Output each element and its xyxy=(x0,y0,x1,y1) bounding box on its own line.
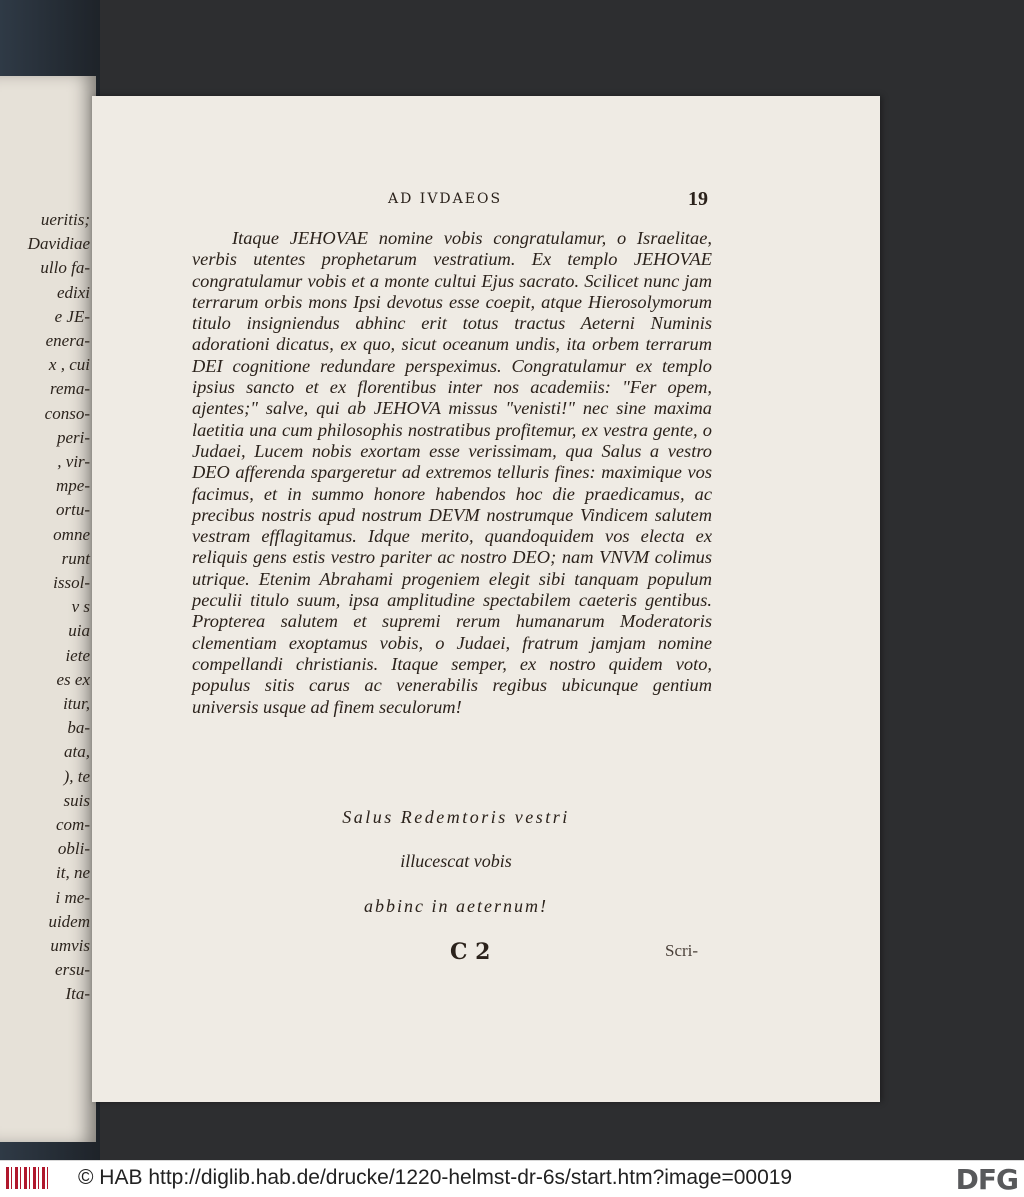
left-page-fragment: ersu- xyxy=(55,960,90,980)
left-page-fragment: peri- xyxy=(56,427,90,447)
left-page-fragment: enera- xyxy=(45,331,90,350)
left-page-fragment: v s xyxy=(71,597,90,617)
left-page-fragment: uia xyxy=(68,621,90,641)
left-page-fragment: com- xyxy=(56,815,90,834)
left-page-fragment: ba- xyxy=(67,718,90,738)
left-page-fragment: ortu- xyxy=(56,500,90,520)
closing-line-3: abbinc in aeternum! xyxy=(364,896,548,916)
body-paragraph: Itaque JEHOVAE nomine vobis congratulamur, o Israelitae, verbis utentes prophetarum vestratium. Ex templo JEHOVAE congratulamur vobis et a monte cultui Ejus sacrato. Scilicet nunc jam terrarum orbis mons Ipsi devotus esse coepit, atque Hierosolymorum titulo insigniendus abhinc erit totus tractus Aeterni Numinis adorationi dicatus, ex quo, sicut oceanum undis, ita orbem terrarum DEI cognitione redundare perspeximus. Congratulamur ex templo ipsius sancto et ex florentibus inter nos academiis: "Fer opem, ajentes;" salve, qui ab JEHOVA missus "venisti!" nec sine maxima laetitia una cum philosophis nostratibus profitemur, ex vestra gente, o Judaei, Lucem nobis exortam esse verissimam, qua Salus a vestro DEO afferenda spargeretur ad extremos telluris fines: maximique vos facimus, et in summo honore habendos hoc die praedicamus, ac precibus nostris apud nostrum DEVM nostrumque Vindicem salutem vestram efflagitamus. Idque merito, quandoquidem vos electa ex reliquis gens estis vestro pariter ac nostro DEO; nam VNVM colimus utrique. Etenim Abrahami progeniem elegit sibi tanquam populum peculii titulo suum, ipsa amplitudine spectabilem caeteris gentibus. Propterea salutem et supremi rerum humanarum Moderatoris clementiam exoptamus vobis, o Judaei, fratrum jamjam nomine compellandi christianis. Itaque semper, ex nostro quidem voto, populus sitis carus ac venerabilis regibus ubicunque gentium universis usque ad finem seculorum! xyxy=(192,228,712,717)
left-page-fragment: Davidiae xyxy=(27,234,90,254)
left-page-fragment: Ita- xyxy=(65,984,90,1004)
running-head xyxy=(92,188,880,215)
left-page-fragment: ), te xyxy=(63,766,90,786)
left-page-fragment: runt xyxy=(61,548,90,568)
left-page-fragment: iete xyxy=(65,645,90,665)
left-page-fragment: es ex xyxy=(56,669,90,689)
left-page-fragment: suis xyxy=(63,790,90,810)
footer-bar xyxy=(0,1160,1024,1197)
signature-mark: C 2 xyxy=(450,939,491,965)
catchword: Scri- xyxy=(665,941,699,960)
left-page-fragment: edixi xyxy=(56,282,90,302)
page-number: 19 xyxy=(688,188,708,210)
left-page-fragment: omne xyxy=(53,524,90,544)
left-page-fragment: e JE- xyxy=(54,306,90,326)
left-page-fragment: mpe- xyxy=(56,476,90,496)
left-page-fragment: ata, xyxy=(64,742,90,762)
left-page-fragment: , vir- xyxy=(57,452,90,471)
left-page-fragment: x , cui xyxy=(48,355,90,375)
left-page-fragment: umvis xyxy=(50,936,90,955)
left-page-fragment: issol- xyxy=(53,573,90,592)
left-page-fragment: i me- xyxy=(55,887,90,907)
running-title: AD IVDAEOS xyxy=(388,191,503,207)
dfg-logo: DFG xyxy=(955,1163,1018,1196)
left-page-fragment: conso- xyxy=(44,403,90,423)
left-page-fragment: it, ne xyxy=(56,863,90,883)
barcode-icon xyxy=(6,1167,50,1189)
closing-line-1: Salus Redemtoris vestri xyxy=(342,807,570,827)
main-page xyxy=(92,96,880,1102)
left-page-fragment: ullo fa- xyxy=(40,258,90,278)
left-page-fragment: itur, xyxy=(63,694,90,713)
closing-line-2: illucescat vobis xyxy=(400,851,512,871)
left-page-fragment: uidem xyxy=(48,911,90,931)
copyright-link[interactable]: © HAB http://diglib.hab.de/drucke/1220-helmst-dr-6s/start.htm?image=00019 xyxy=(78,1166,793,1189)
left-page-fragment: rema- xyxy=(50,379,90,399)
left-page xyxy=(0,76,96,1142)
left-page-fragment: ueritis; xyxy=(40,210,90,229)
left-page-fragment: obli- xyxy=(57,839,90,859)
